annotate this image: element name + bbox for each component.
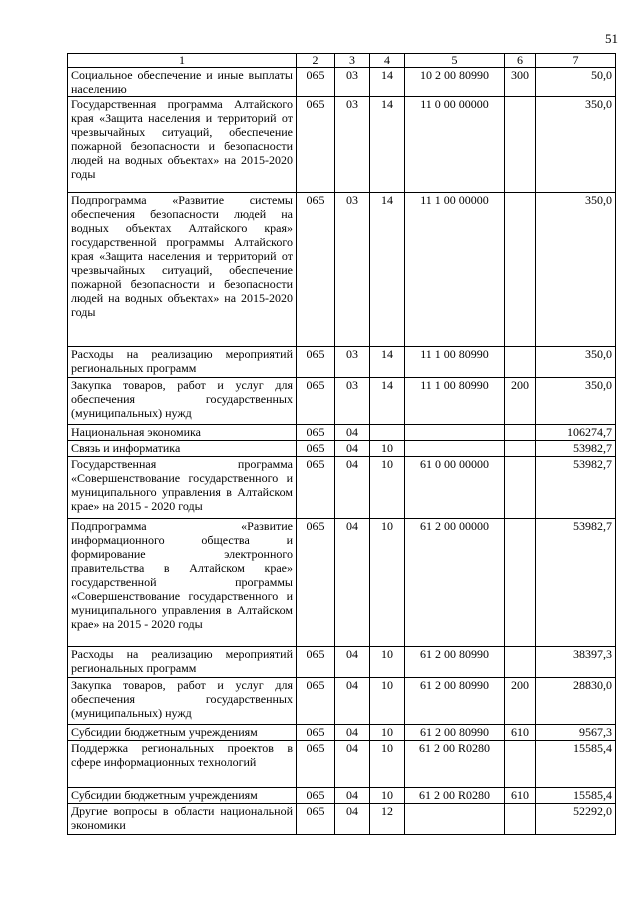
ministry-code: 065	[297, 441, 335, 457]
expense-type-code	[505, 97, 536, 193]
section-code: 04	[335, 457, 370, 519]
subsection-code: 14	[370, 68, 405, 97]
item-name: Закупка товаров, работ и услуг для обеспечения государственных (муниципальных) нужд	[68, 678, 297, 725]
section-code: 04	[335, 441, 370, 457]
target-article-code: 11 1 00 80990	[405, 347, 505, 378]
expense-type-code	[505, 193, 536, 347]
expense-type-code: 200	[505, 378, 536, 425]
expense-type-code	[505, 457, 536, 519]
table-row	[68, 788, 616, 804]
expense-type-code	[505, 647, 536, 678]
ministry-code: 065	[297, 788, 335, 804]
ministry-code: 065	[297, 741, 335, 788]
expense-type-code	[505, 425, 536, 441]
item-name: Подпрограмма «Развитие информационного общества и формирование электронного правительства в Алтайском крае» государственной программы «Совершенствование государственного и муниципального управления в Алтайском крае» на 2015 - 2020 годы	[68, 519, 297, 647]
amount: 52292,0	[536, 804, 616, 835]
amount: 350,0	[536, 347, 616, 378]
amount: 350,0	[536, 193, 616, 347]
target-article-code: 11 1 00 00000	[405, 193, 505, 347]
section-code: 03	[335, 378, 370, 425]
target-article-code: 61 2 00 80990	[405, 678, 505, 725]
amount: 53982,7	[536, 519, 616, 647]
table-row	[68, 519, 616, 647]
table-row	[68, 425, 616, 441]
item-name: Связь и информатика	[68, 441, 297, 457]
expense-type-code: 610	[505, 788, 536, 804]
target-article-code: 61 2 00 R0280	[405, 741, 505, 788]
subsection-code: 14	[370, 193, 405, 347]
ministry-code: 065	[297, 647, 335, 678]
amount: 9567,3	[536, 725, 616, 741]
section-code: 03	[335, 193, 370, 347]
ministry-code: 065	[297, 347, 335, 378]
amount: 15585,4	[536, 788, 616, 804]
amount: 50,0	[536, 68, 616, 97]
subsection-code: 10	[370, 647, 405, 678]
section-code: 04	[335, 741, 370, 788]
subsection-code: 14	[370, 347, 405, 378]
item-name: Расходы на реализацию мероприятий региональных программ	[68, 647, 297, 678]
budget-table	[67, 53, 616, 835]
item-name: Государственная программа Алтайского края «Защита населения и территорий от чрезвычайных ситуаций, обеспечение пожарной безопасности и безопасности людей на водных объектах» на 2015-2020 годы	[68, 97, 297, 193]
item-name: Субсидии бюджетным учреждениям	[68, 725, 297, 741]
ministry-code: 065	[297, 97, 335, 193]
section-code: 04	[335, 425, 370, 441]
item-name: Национальная экономика	[68, 425, 297, 441]
target-article-code: 61 2 00 80990	[405, 647, 505, 678]
subsection-code: 14	[370, 97, 405, 193]
subsection-code: 14	[370, 378, 405, 425]
ministry-code: 065	[297, 457, 335, 519]
item-name: Социальное обеспечение и иные выплаты населению	[68, 68, 297, 97]
target-article-code: 11 1 00 80990	[405, 378, 505, 425]
table-row	[68, 725, 616, 741]
expense-type-code: 610	[505, 725, 536, 741]
ministry-code: 065	[297, 519, 335, 647]
table-row	[68, 678, 616, 725]
table-row	[68, 97, 616, 193]
table-row	[68, 741, 616, 788]
target-article-code: 61 2 00 R0280	[405, 788, 505, 804]
amount: 53982,7	[536, 441, 616, 457]
subsection-code	[370, 425, 405, 441]
section-code: 04	[335, 678, 370, 725]
section-code: 04	[335, 647, 370, 678]
ministry-code: 065	[297, 68, 335, 97]
column-header: 7	[536, 54, 616, 68]
subsection-code: 10	[370, 788, 405, 804]
target-article-code: 61 2 00 80990	[405, 725, 505, 741]
amount: 53982,7	[536, 457, 616, 519]
subsection-code: 12	[370, 804, 405, 835]
table-row	[68, 347, 616, 378]
section-code: 03	[335, 347, 370, 378]
column-header: 3	[335, 54, 370, 68]
expense-type-code	[505, 347, 536, 378]
expense-type-code	[505, 441, 536, 457]
amount: 15585,4	[536, 741, 616, 788]
amount: 350,0	[536, 97, 616, 193]
table-row	[68, 378, 616, 425]
table-row	[68, 457, 616, 519]
item-name: Поддержка региональных проектов в сфере информационных технологий	[68, 741, 297, 788]
item-name: Расходы на реализацию мероприятий региональных программ	[68, 347, 297, 378]
item-name: Субсидии бюджетным учреждениям	[68, 788, 297, 804]
expense-type-code: 200	[505, 678, 536, 725]
table-row	[68, 804, 616, 835]
section-code: 04	[335, 519, 370, 647]
target-article-code: 11 0 00 00000	[405, 97, 505, 193]
expense-type-code	[505, 741, 536, 788]
page-number: 51	[605, 31, 618, 46]
section-code: 03	[335, 68, 370, 97]
item-name: Государственная программа «Совершенствование государственного и муниципального управления в Алтайском крае» на 2015 - 2020 годы	[68, 457, 297, 519]
section-code: 03	[335, 97, 370, 193]
amount: 106274,7	[536, 425, 616, 441]
section-code: 04	[335, 788, 370, 804]
table-header-row	[68, 54, 616, 68]
target-article-code	[405, 425, 505, 441]
item-name: Другие вопросы в области национальной экономики	[68, 804, 297, 835]
target-article-code: 10 2 00 80990	[405, 68, 505, 97]
table-row	[68, 68, 616, 97]
table-row	[68, 647, 616, 678]
subsection-code: 10	[370, 519, 405, 647]
amount: 38397,3	[536, 647, 616, 678]
ministry-code: 065	[297, 425, 335, 441]
column-header: 2	[297, 54, 335, 68]
subsection-code: 10	[370, 457, 405, 519]
item-name: Подпрограмма «Развитие системы обеспечения безопасности людей на водных объектах Алтайского края» государственной программы Алтайского края «Защита населения и территорий от чрезвычайных ситуаций, обеспечение пожарной безопасности и безопасности людей на водных объектах» на 2015-2020 годы	[68, 193, 297, 347]
amount: 28830,0	[536, 678, 616, 725]
target-article-code	[405, 441, 505, 457]
section-code: 04	[335, 725, 370, 741]
column-header: 6	[505, 54, 536, 68]
ministry-code: 065	[297, 725, 335, 741]
ministry-code: 065	[297, 804, 335, 835]
target-article-code: 61 2 00 00000	[405, 519, 505, 647]
expense-type-code: 300	[505, 68, 536, 97]
column-header: 5	[405, 54, 505, 68]
ministry-code: 065	[297, 678, 335, 725]
subsection-code: 10	[370, 741, 405, 788]
column-header: 4	[370, 54, 405, 68]
subsection-code: 10	[370, 441, 405, 457]
amount: 350,0	[536, 378, 616, 425]
table-row	[68, 441, 616, 457]
column-header: 1	[68, 54, 297, 68]
section-code: 04	[335, 804, 370, 835]
expense-type-code	[505, 804, 536, 835]
target-article-code	[405, 804, 505, 835]
subsection-code: 10	[370, 678, 405, 725]
item-name: Закупка товаров, работ и услуг для обеспечения государственных (муниципальных) нужд	[68, 378, 297, 425]
ministry-code: 065	[297, 193, 335, 347]
expense-type-code	[505, 519, 536, 647]
subsection-code: 10	[370, 725, 405, 741]
table-row	[68, 193, 616, 347]
ministry-code: 065	[297, 378, 335, 425]
target-article-code: 61 0 00 00000	[405, 457, 505, 519]
